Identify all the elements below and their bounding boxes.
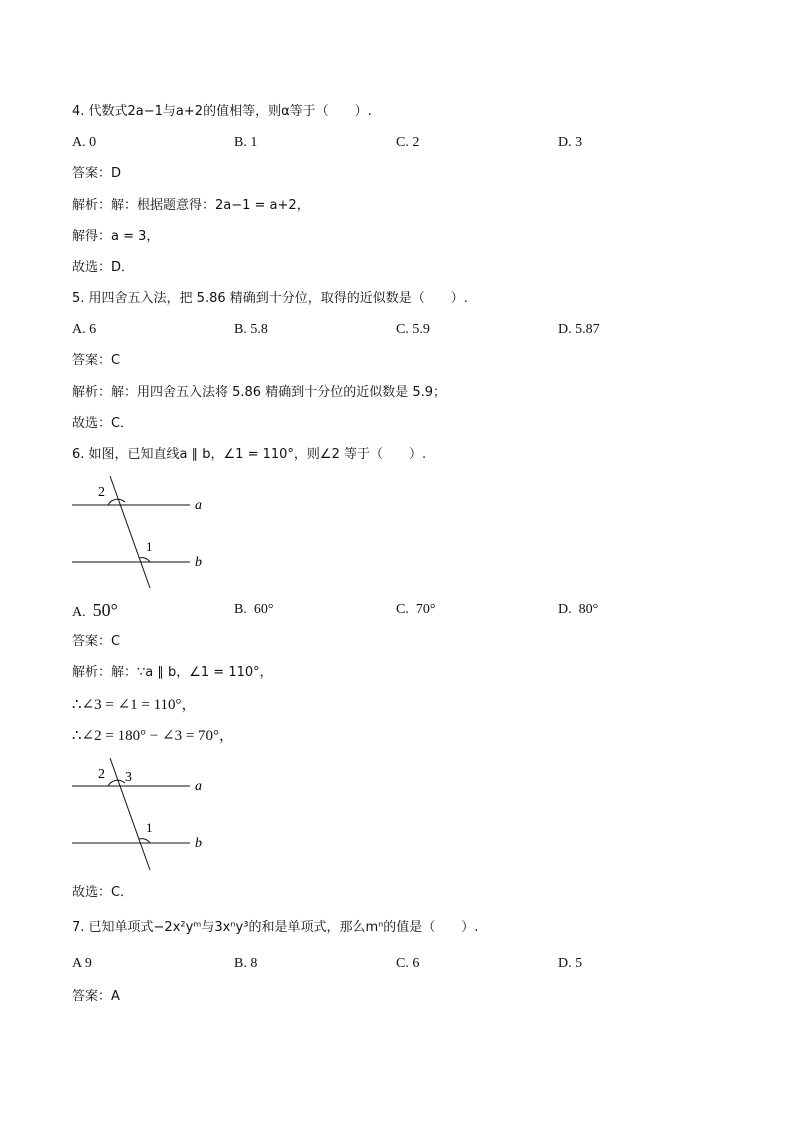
q6-step2: ∴∠2 = 180° − ∠3 = 70°， [72,728,235,744]
q7-stem: 7. 已知单项式−2x²yᵐ与3xⁿy³的和是单项式，那么mⁿ的值是（ ）. [72,920,479,935]
q5-option-a: A. 6 [72,322,97,337]
label-2: 2 [98,485,105,500]
q4-solve: 解得：a = 3， [72,229,160,244]
q6-step1: ∴∠3 = ∠1 = 110°， [72,697,197,713]
q5-option-c: C. 5.9 [396,322,430,337]
label-b: b [195,555,202,570]
q4-option-b: B. 1 [234,135,258,150]
transversal [110,476,150,588]
q5-options [72,321,672,339]
q6-option-a: A. 50° [72,600,118,620]
q4-options [72,134,672,152]
q5-choose: 故选：C． [72,416,134,431]
q4-analysis: 解析：解：根据题意得：2a−1 = a+2， [72,198,310,213]
q4-option-a: A. 0 [72,135,97,150]
label-3: 3 [125,770,132,785]
label-b: b [195,836,202,851]
parallel-lines-figure [68,474,218,592]
q6-option-b: B. 60° [234,602,274,617]
q4-stem: 4. 代数式2a−1与a+2的值相等，则α等于（ ）. [72,104,372,119]
q5-option-d: D. 5.87 [558,322,600,337]
q7-options [72,955,672,973]
angle-2-arc [108,780,125,786]
q5-answer: 答案：C [72,353,121,368]
q6-analysis: 解析：解：∵a ∥ b，∠1 = 110°， [72,665,273,680]
q7-option-d: D. 5 [558,956,583,971]
q4-choose: 故选：D． [72,260,135,275]
parallel-lines-figure-2 [68,756,218,874]
q6-option-c: C. 70° [396,602,436,617]
q6-stem: 6. 如图，已知直线a ∥ b，∠1 = 110°，则∠2 等于（ ）. [72,447,427,462]
q4-option-c: C. 2 [396,135,420,150]
q4-answer: 答案：D [72,166,122,181]
label-a: a [195,498,202,513]
q5-stem: 5. 用四舍五入法，把 5.86 精确到十分位，取得的近似数是（ ）. [72,291,468,306]
q7-option-b: B. 8 [234,956,258,971]
label-2: 2 [98,767,105,782]
q7-option-a: A 9 [72,956,92,971]
q5-analysis: 解析：解：用四舍五入法将 5.86 精确到十分位的近似数是 5.9； [72,385,447,400]
q7-answer: 答案：A [72,989,120,1004]
label-1: 1 [146,820,153,835]
q6-option-d: D. 80° [558,602,599,617]
label-a: a [195,779,202,794]
angle-2-arc [108,499,125,505]
q7-option-c: C. 6 [396,956,420,971]
q5-option-b: B. 5.8 [234,322,268,337]
label-1: 1 [146,539,153,554]
q6-choose: 故选：C． [72,885,134,900]
q4-option-d: D. 3 [558,135,583,150]
q6-options [72,601,672,619]
q6-answer: 答案：C [72,634,121,649]
